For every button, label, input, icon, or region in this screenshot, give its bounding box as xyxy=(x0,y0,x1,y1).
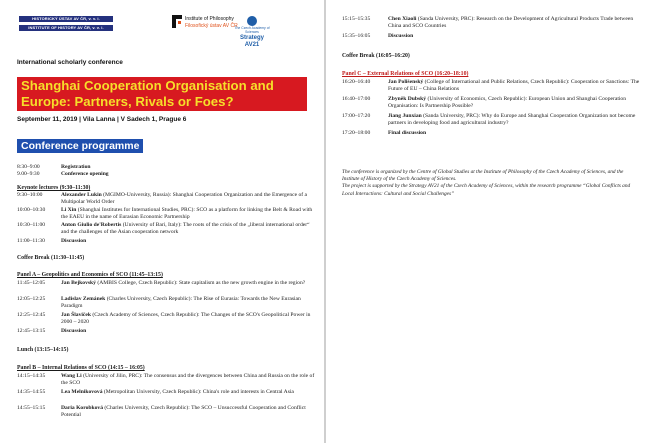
conference-type: International scholarly conference xyxy=(17,59,123,66)
panel-c-heading: Panel C – External Relations of SCO (16:20–18:10) xyxy=(342,71,469,77)
philosophy-name-cz: Filosofický ústav AV ČR xyxy=(185,23,238,29)
panel-b-heading: Panel B – Internal Relations of SCO (14:15 – 16:05) xyxy=(17,365,145,371)
support-note-text: The project is supported by the Strategy AV21 of the Czech Academy of Sciences, within the research programme “Global Conflicts and Local Interactions: Cultural and Social Challenges” xyxy=(342,183,631,197)
keynote-heading: Keynote lectures (9:30–11:30) xyxy=(17,185,91,191)
institute-of-history-logo-cz: HISTORICKÝ ÚSTAV AV ČR, v. v. i. xyxy=(19,16,113,22)
strategy-av21-logo xyxy=(232,16,272,49)
philosophy-name-en: Institute of Philosophy xyxy=(185,16,234,22)
programme-page-left: HISTORICKÝ ÚSTAV AV ČR, v. v. i. INSTITUTE OF HISTORY AV ČR, v. v. i. Institute of Philosophy Filosofický ústav AV ČR The Czech Academy of Sciences Strategy AV21 International scholarly conference Shanghai Cooperation Organisation and Europe: Partners, Rivals or Foes? September 11, 2019 | Vila Lanna | V Sadech 1, Prague 6 Conference programme 8:30–9:00 Registration 9.00–9:30 Conference opening Keynote lectures (9:30–11:30) 9:30–10:00 Alexander Lukin (MGIMO-University, Russia): Shanghai Cooperation Organization and the Emergence of a Multipolar World Order 10:00–10:30 Li Xin (Shanghai Institutes for International Studies, PRC): SCO as a platform for linking the Belt & Road with the EAEU in the name of Eurasian Economic Partnership 10:30–11:00 Anton Giulio de'Robertis (University of Bari, Italy): The roots of the crisis of the „liberal international order“ and the challenges of the Asian cooperation network 11:00–11:30 Discussion Coffee Break (11:30–11:45) Panel A – Geopolitics and Economics of SCO (11:45–13:15) 11:45–12:05 Jan Bejkovský (AMBIS College, Czech Republic): State capitalism as the new growth engine in the region? 12:05–12:25 Ladislav Zemánek (Charles University, Czech Republic): The Rise of Eurasia: Towards the New Eurasian Paradigm 12:25–12:45 Jan Šlaviček (Czech Academy of Sciences, Czech Republic): The Changes of the SCO's Geopolitical Power in 2000 – 2020 12:45–13:15 Discussion Lunch (13:15–14:15) Panel B – Internal Relations of SCO (14:15 – 16:05) 14:15–14:35 Wang Li (University of Jilin, PRC): The consensus and the divergences between China and Russia on the role of the SCO 14:35–14:55 Lea Melnikovová (Metropolitan University, Czech Republic): China's role and interests in Central Asia 14:55–15:15 Daria Korobková (Charles University, Czech Republic): The SCO – Unsuccessful Cooperation and Conflict Potential xyxy=(0,0,324,443)
organizer-note xyxy=(342,169,638,198)
lunch-break: Lunch (13:15–14:15) xyxy=(17,347,69,353)
conference-title: Shanghai Cooperation Organisation and Europe: Partners, Rivals or Foes? xyxy=(21,78,274,109)
date-and-venue: September 11, 2019 | Vila Lanna | V Sadech 1, Prague 6 xyxy=(17,116,187,123)
institute-of-history-logo-en: INSTITUTE OF HISTORY AV ČR, v. v. i. xyxy=(19,25,113,31)
programme-page-right: 15:15–15:35 Chen Xiaoli (Sanda University, PRC): Research on the Development of Agricultural Products Trade between China and SCO Countries 15:35–16:05 Discussion Coffee Break (16:05–16:20) Panel C – External Relations of SCO (16:20–18:10) 16:20–16:40 Jan Polišenský (College of International and Public Relations, Czech Republic): Cooperation or Sanctions: The Future of EU – China Relations 16:40–17:00 Zbyněk Dubský (University of Economics, Czech Republic): European Union and Shanghai Cooperation Organisation: Is Partnership Possible? 17:00–17:20 Jiang Junxian (Sanda University, PRC): Why do Europe and Shanghai Cooperation Organization not become partners in developing food and agricultural industry? 17:20–18:00 Final discussion The conference is organized by the Centre of Global Studies at the Institute of Philosophy of the Czech Academy of Sciences, and the Institute of History of the Czech Academy of Sciences. The project is supported by the Strategy AV21 of the Czech Academy of Sciences, within the research programme “Global Conflicts and Local Interactions: Cultural and Social Challenges” xyxy=(326,0,650,443)
strategy-emblem-icon xyxy=(247,16,257,26)
title-banner xyxy=(17,77,307,111)
philosophy-logo-icon xyxy=(172,15,182,28)
panel-a-heading: Panel A – Geopolitics and Economics of SCO (11:45–13:15) xyxy=(17,272,163,278)
coffee-break: Coffee Break (11:30–11:45) xyxy=(17,255,85,261)
strategy-name: Strategy AV21 xyxy=(239,34,264,48)
strategy-subtitle: The Czech Academy of Sciences xyxy=(234,26,270,34)
coffee-break: Coffee Break (16:05–16:20) xyxy=(342,53,410,59)
organizer-note-text: The conference is organized by the Centre of Global Studies at the Institute of Philosophy of the Czech Academy of Sciences, and the Institute of History of the Czech Academy of Sciences. xyxy=(342,169,624,183)
programme-heading: Conference programme xyxy=(17,139,143,153)
